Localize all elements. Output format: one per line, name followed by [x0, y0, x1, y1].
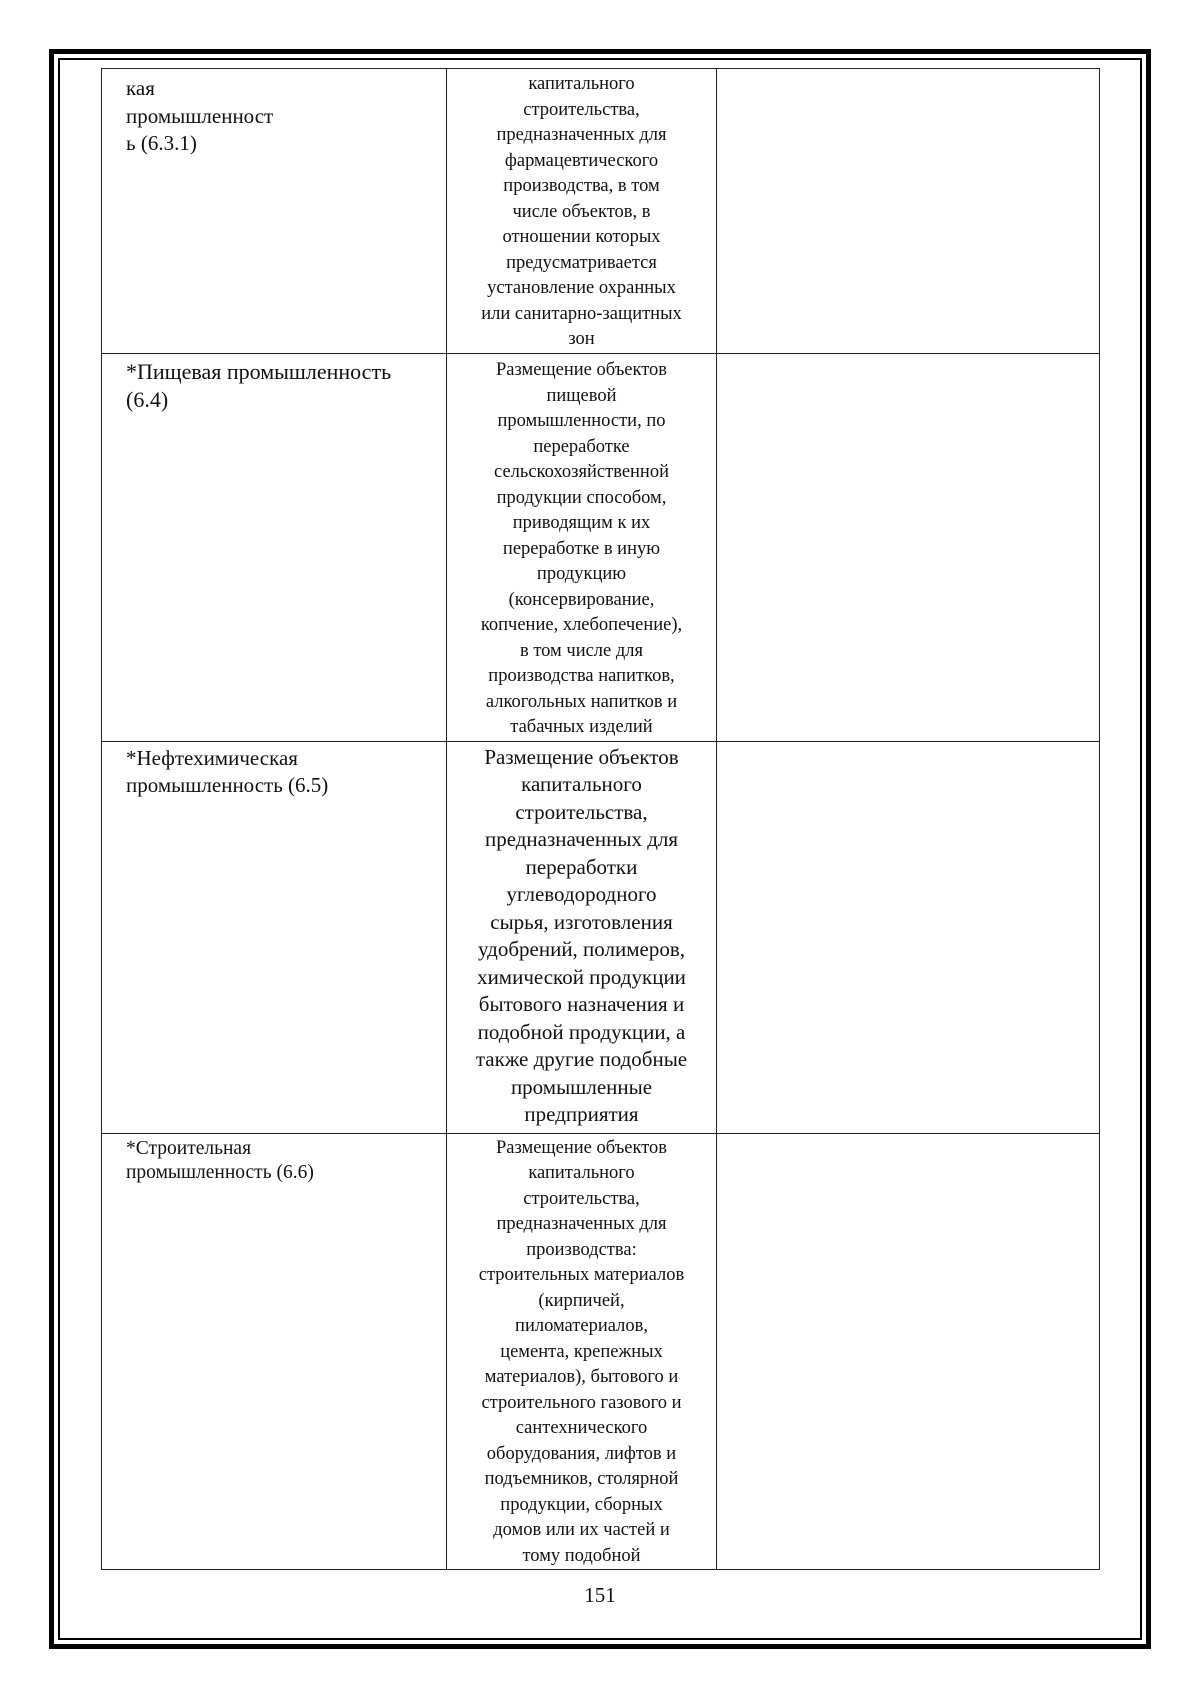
use-description: Размещение объектов капитального строительства, предназначенных для переработки углеводородного сырья, изготовления удобрений, полимеров, химической продукции бытового назначения и подобной продукции, а также другие подобные промышленные предприятия [475, 744, 688, 1126]
page-number: 151 [584, 1583, 616, 1607]
use-type-name: кая промышленност ь (6.3.1) [126, 76, 274, 155]
use-type-name: *Пищевая промышленность (6.4) [126, 359, 392, 412]
use-description: Размещение объектов пищевой промышленности, по переработке сельскохозяйственной продукции способом, приводящим к их переработке в иную продукцию (консервирование, копчение, хлебопечение), в том числе для производства напитков, алкогольных напитков и табачных изделий [480, 360, 683, 737]
table-row [102, 741, 1100, 1133]
land-use-table [101, 68, 1100, 1570]
use-type-name: *Нефтехимическая промышленность (6.5) [126, 745, 329, 797]
use-type-cell [102, 1133, 447, 1570]
use-type-name: *Строительная промышленность (6.6) [126, 1137, 314, 1183]
use-description-cell [447, 741, 717, 1133]
table-row [102, 1133, 1100, 1570]
empty-cell [717, 1133, 1100, 1570]
use-description: Размещение объектов капитального строительства, предназначенных для производства: строительных материалов (кирпичей, пиломатериалов, цемента, крепежных материалов), бытового и строительного газового и сантехнического оборудования, лифтов и подъемников, столярной продукции, сборных домов или их частей и тому подобной [478, 1137, 685, 1566]
empty-cell [717, 741, 1100, 1133]
use-description-cell [447, 354, 717, 742]
table-row [102, 354, 1100, 742]
empty-cell [717, 354, 1100, 742]
empty-cell [717, 69, 1100, 354]
use-type-cell [102, 741, 447, 1133]
use-description-cell [447, 69, 717, 354]
use-type-cell [102, 354, 447, 742]
use-type-cell [102, 69, 447, 354]
use-description-cell [447, 1133, 717, 1570]
use-description: капитального строительства, предназначенных для фармацевтического производства, в том числе объектов, в отношении которых предусматривается установление охранных или санитарно-защитных зон [481, 74, 682, 349]
table-row [102, 69, 1100, 354]
